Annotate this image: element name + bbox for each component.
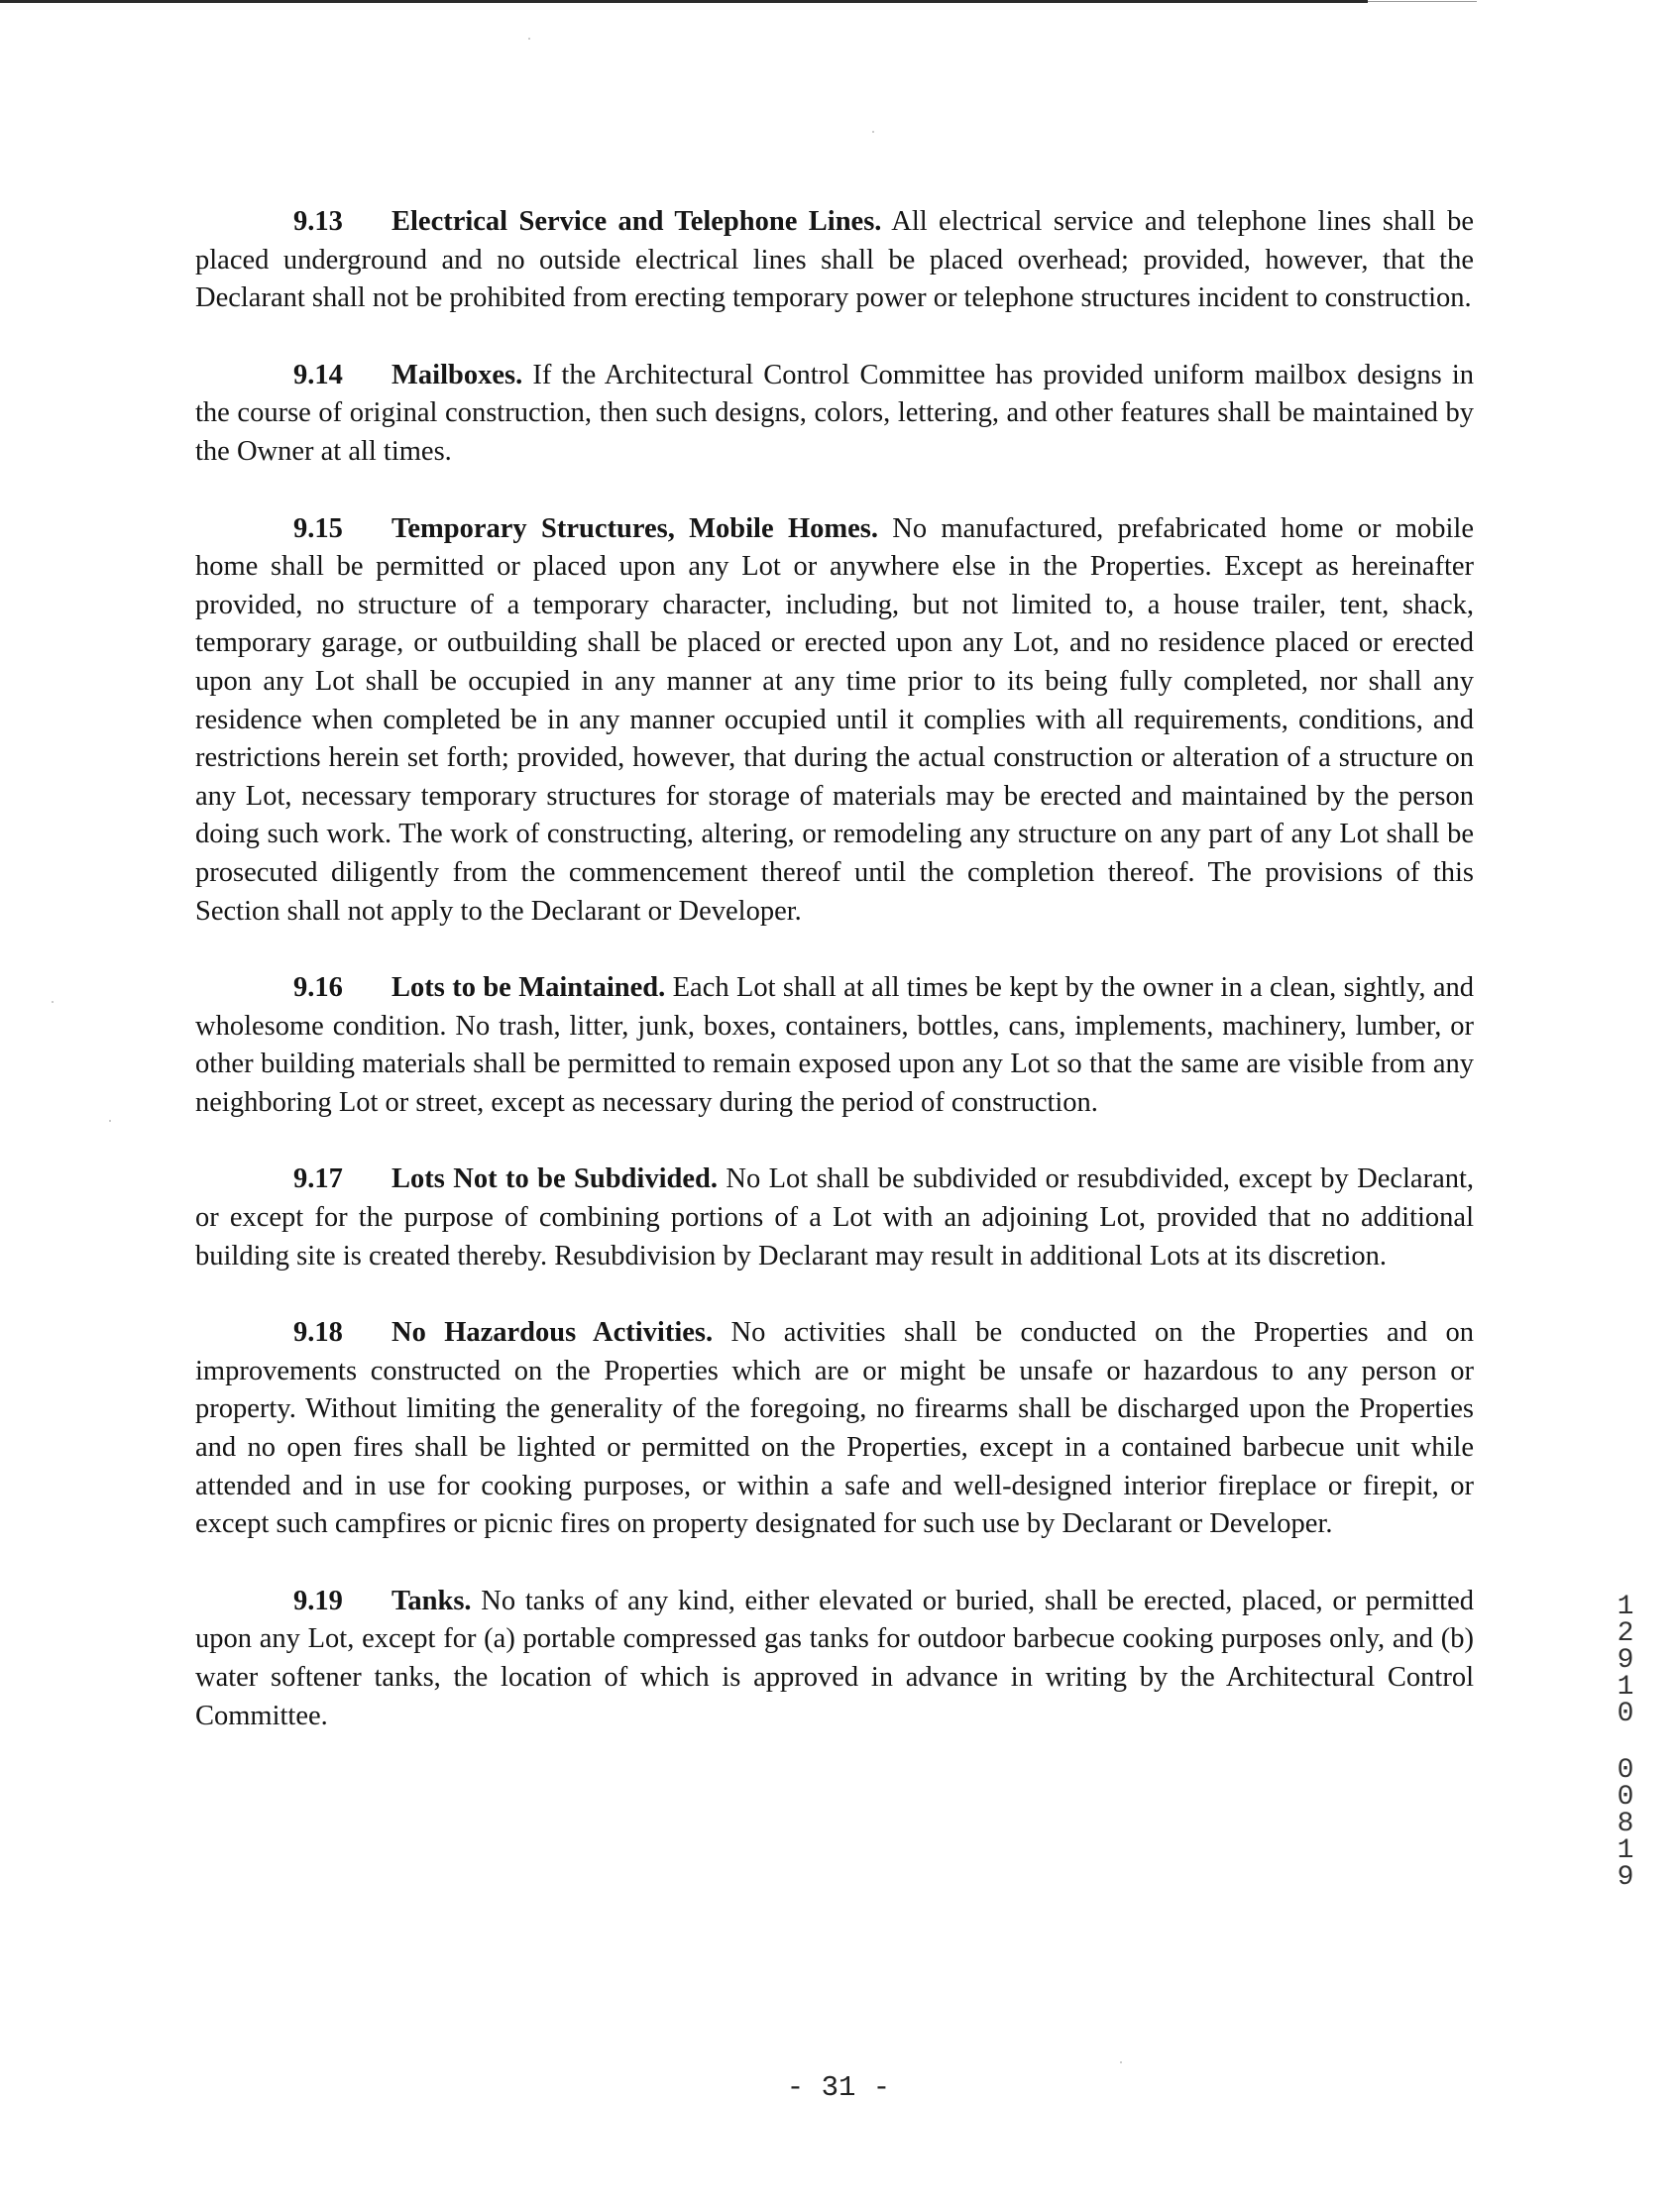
section-body: No activities shall be conducted on the Properties and on improvements constructed on the Properties which are or might be unsafe or hazardous to any person or property. Without limiting the generality of the foregoing, no firearms shall be discharged upon the Properties and no open fires shall be lighted or permitted on the Properties, except in a contained barbecue unit while attended and in use for cooking purposes, or within a safe and well-designed interior fireplace or firepit, or except such campfires or picnic fires on property designated for such use by Declarant or Developer. xyxy=(195,1317,1475,1540)
section-body: No tanks of any kind, either elevated or buried, shall be erected, placed, or permitted upon any Lot, except for (a) portable compressed gas tanks for outdoor barbecue cooking purposes only, and (b) water softener tanks, the location of which is approved in advance in writing by the Architectural Control Committee. xyxy=(195,1585,1475,1731)
section-heading: No Hazardous Activities. xyxy=(391,1317,714,1349)
stamp-digit: 8 xyxy=(1617,1809,1634,1839)
section-number: 9.15 xyxy=(293,512,343,544)
page-number: - 31 - xyxy=(786,2071,891,2104)
stamp-digit: 0 xyxy=(1617,1699,1634,1729)
section-heading: Lots Not to be Subdivided. xyxy=(391,1163,718,1195)
scan-speck xyxy=(52,1001,54,1003)
stamp-digit: 9 xyxy=(1617,1645,1634,1676)
stamp-group-1 xyxy=(1614,1594,1637,1727)
stamp-group-2 xyxy=(1614,1757,1637,1891)
scan-speck xyxy=(872,131,874,133)
section-number: 9.13 xyxy=(293,206,343,237)
section-number: 9.18 xyxy=(293,1317,343,1349)
section-heading: Lots to be Maintained. xyxy=(391,972,666,1004)
section-heading: Tanks. xyxy=(391,1585,472,1616)
section-body: No manufactured, prefabricated home or mobile home shall be permitted or placed upon any Lot or anywhere else in the Properties. Except as hereinafter provided, no structure of a temporary character, including, but not limited to, a house trailer, tent, shack, temporary garage, or outbuilding shall be placed or erected upon any Lot, and no residence placed or erected upon any Lot shall be occupied in any manner at any time prior to its being fully completed, nor shall any residence when completed be in any manner occupied until it complies with all requirements, conditions, and restrictions herein set forth; provided, however, that during the actual construction or alteration of a structure on any Lot, necessary temporary structures for storage of materials may be erected and maintained by the person doing such work. The work of constructing, altering, or remodeling any structure on any part of any Lot shall be prosecuted diligently from the commencement thereof until the completion thereof. The provisions of this Section shall not apply to the Declarant or Developer. xyxy=(195,512,1474,927)
section-9-13 xyxy=(195,203,1474,318)
section-body: All electrical service and telephone lines shall be placed underground and no outside electrical lines shall be placed overhead; provided, however, that the Declarant shall not be prohibited from erecting temporary power or telephone structures incident to construction. xyxy=(195,206,1474,314)
section-body: Each Lot shall at all times be kept by the owner in a clean, sightly, and wholesome condition. No trash, litter, junk, boxes, containers, bottles, cans, implements, machinery, lumber, or other building materials shall be permitted to remain exposed upon any Lot so that the same are visible from any neighboring Lot or street, except as necessary during the period of construction. xyxy=(195,972,1475,1118)
stamp-digit: 0 xyxy=(1617,1782,1634,1813)
section-9-16 xyxy=(195,969,1474,1122)
stamp-digit: 1 xyxy=(1617,1672,1634,1703)
scan-speck xyxy=(528,38,530,40)
document-body xyxy=(195,203,1474,1774)
section-9-17 xyxy=(195,1161,1474,1275)
section-9-18 xyxy=(195,1314,1474,1544)
section-body: No Lot shall be subdivided or resubdivided, except by Declarant, or except for the purpose of combining portions of a Lot with an adjoining Lot, provided that no additional building site is created thereby. Resubdivision by Declarant may result in additional Lots at its discretion. xyxy=(195,1163,1475,1272)
scan-speck xyxy=(1120,2061,1122,2063)
section-heading: Electrical Service and Telephone Lines. xyxy=(391,206,882,237)
scan-speck xyxy=(109,1120,111,1122)
section-9-15 xyxy=(195,510,1474,932)
section-number: 9.14 xyxy=(293,359,343,390)
top-border-rule xyxy=(0,0,1368,3)
section-heading: Temporary Structures, Mobile Homes. xyxy=(391,512,878,544)
stamp-digit: 1 xyxy=(1617,1592,1634,1622)
section-heading: Mailboxes. xyxy=(391,359,523,390)
section-9-14 xyxy=(195,357,1474,472)
section-body: If the Architectural Control Committee has provided uniform mailbox designs in the course of original construction, then such designs, colors, lettering, and other features shall be maintained by the Owner at all times. xyxy=(195,359,1474,467)
stamp-digit: 1 xyxy=(1617,1835,1634,1866)
section-number: 9.19 xyxy=(293,1585,343,1616)
section-9-19 xyxy=(195,1583,1474,1735)
stamp-digit: 0 xyxy=(1617,1755,1634,1786)
stamp-digit: 9 xyxy=(1617,1862,1634,1893)
section-number: 9.17 xyxy=(293,1163,343,1195)
stamp-digit: 2 xyxy=(1617,1618,1634,1649)
section-number: 9.16 xyxy=(293,972,343,1004)
top-border-rule-tail xyxy=(1368,1,1477,2)
side-document-stamp xyxy=(1614,1594,1637,1891)
